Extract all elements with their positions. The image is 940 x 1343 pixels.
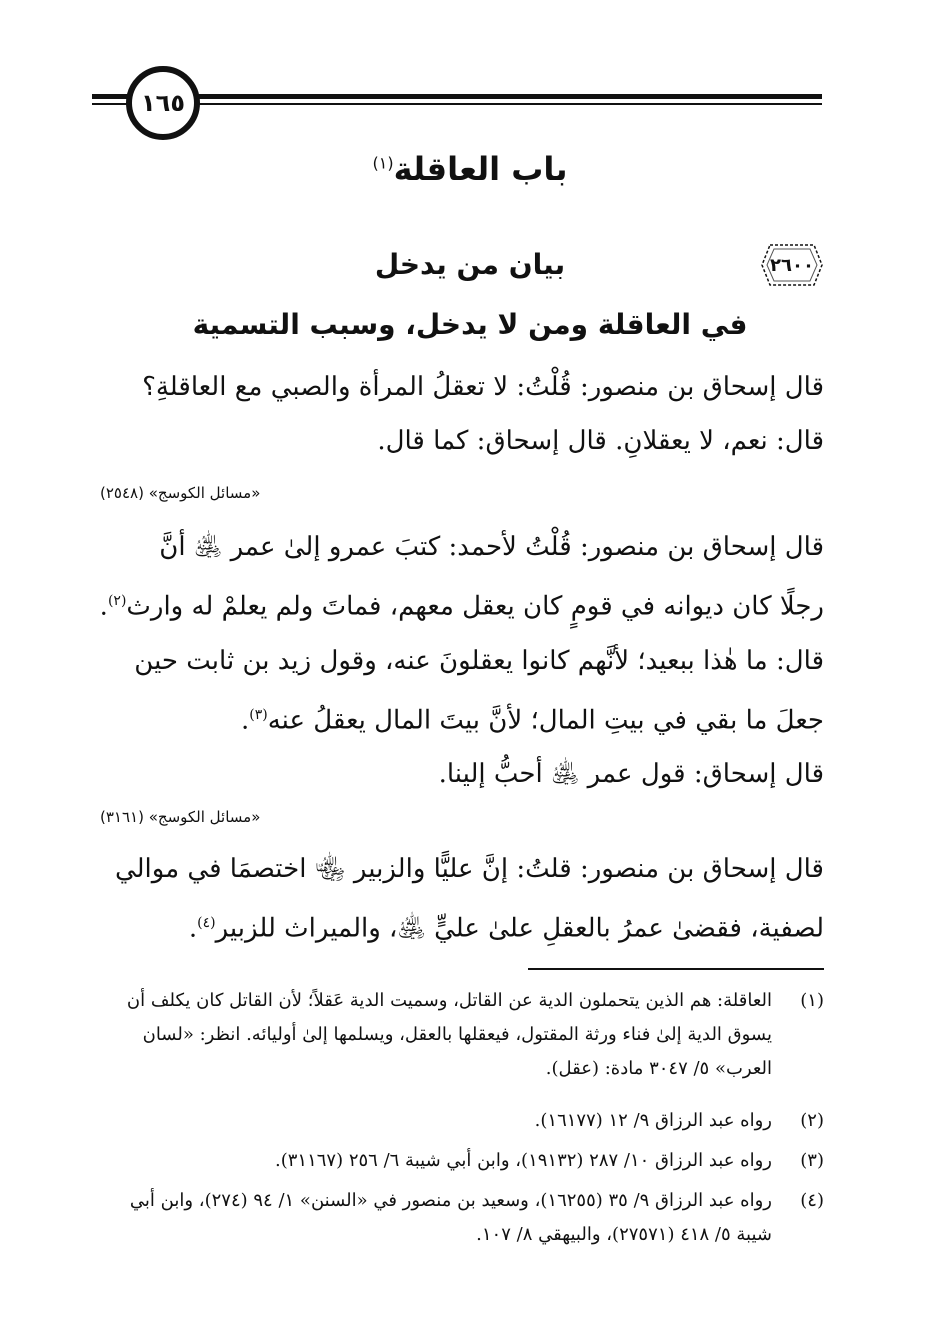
paragraph-line-text: لصفية، فقضىٰ عمرُ بالعقلِ علىٰ عليٍّ ﵁، والميراث للزبير <box>215 913 824 944</box>
header-rule-thin <box>92 103 822 105</box>
footnote-text: رواه عبد الرزاق ١٠/ ٢٨٧ (١٩١٣٢)، وابن أبي شيبة ٦/ ٢٥٦ (٣١١٦٧). <box>275 1150 772 1171</box>
paragraph-2 <box>92 520 824 801</box>
footnote-2 <box>92 1104 824 1138</box>
note-ref: (٣) <box>249 706 268 723</box>
note-ref: (٢) <box>107 593 127 609</box>
footnote-3 <box>92 1144 824 1178</box>
paragraph-line-text: رجلًا كان ديوانه في قومٍ كان يعقل معهم، فماتَ ولم يعلمْ له وارث <box>126 591 824 622</box>
footnote-number: (١) <box>800 990 824 1011</box>
footnote-text: رواه عبد الرزاق ٩/ ١٢ (١٦١٧٧). <box>534 1110 772 1131</box>
footnote-text: العاقلة: هم الذين يتحملون الدية عن القاتل، وسميت الدية عَقلاً؛ لأن القاتل كان يكلف أن يسوق الدية إلىٰ فناء ورثة المقتول، فيعقلها بالعقل، ويسلمها إلىٰ أوليائه. انظر: «لسان العرب» ٥/ ٣٠٤٧ مادة: (عقل). <box>126 990 772 1079</box>
paragraph-line: قال: نعم، لا يعقلانِ. قال إسحاق: كما قال. <box>377 426 824 456</box>
entry-title-line-1: بيان من يدخل <box>374 248 566 281</box>
entry-number: ٢٦٠٠ <box>770 254 814 276</box>
page-number: ١٦٥ <box>141 89 185 117</box>
paragraph-line: قال إسحاق بن منصور: قُلْتُ: لا تعقلُ المرأة والصبي مع العاقلةِ؟ <box>142 372 824 402</box>
entry-title-line-2: في العاقلة ومن لا يدخل، وسبب التسمية <box>192 308 748 341</box>
source-citation-1 <box>100 484 600 502</box>
footnote-number: (٣) <box>800 1150 824 1171</box>
paragraph-line: لصفية، فقضىٰ عمرُ بالعقلِ علىٰ عليٍّ ﵁، والميراث للزبير$^{(٤)}$. <box>188 913 824 944</box>
source-text: «مسائل الكوسج» (٢٥٤٨) <box>100 484 261 502</box>
footnote-4 <box>92 1184 824 1252</box>
paragraph-line: جعلَ ما بقي في بيتِ المال؛ لأنَّ بيتَ المال يعقلُ عنه$^{(٣)}$. <box>240 705 824 736</box>
paragraph-3 <box>92 842 824 956</box>
note-ref: (٤) <box>197 915 216 931</box>
source-text: «مسائل الكوسج» (٣١٦١) <box>100 808 261 826</box>
chapter-title <box>200 150 740 188</box>
paragraph-line: قال: ما هٰذا ببعيد؛ لأنَّهم كانوا يعقلونَ عنه، وقول زيد بن ثابت حين <box>134 645 824 676</box>
paragraph-line: قال إسحاق بن منصور: قلتُ: إنَّ عليًّا والزبير ﵄ اختصمَا في موالي <box>114 854 824 884</box>
footnote-number: (٢) <box>800 1110 824 1131</box>
paragraph-line: قال إسحاق بن منصور: قُلْتُ لأحمد: كتبَ عمرو إلىٰ عمر ﵁ أنَّ <box>159 532 824 562</box>
footnote-text: رواه عبد الرزاق ٩/ ٣٥ (١٦٢٥٥)، وسعيد بن منصور في «السنن» ١/ ٩٤ (٢٧٤)، وابن أبي شيبة ٥/ ٤١٨ (٢٧٥٧١)، والبيهقي ٨/ ١٠٧. <box>129 1190 772 1245</box>
paragraph-1 <box>92 360 824 468</box>
footnote-separator <box>528 968 824 970</box>
chapter-title-text: باب العاقلة <box>393 150 568 188</box>
chapter-note-ref: (١) <box>372 153 394 173</box>
paragraph-line-text: جعلَ ما بقي في بيتِ المال؛ لأنَّ بيتَ المال يعقلُ عنه <box>267 705 824 736</box>
source-citation-2 <box>100 808 600 826</box>
paragraph-line: قال إسحاق: قول عمر ﵁ أحبُّ إلينا. <box>438 759 824 790</box>
footnote-number: (٤) <box>800 1190 824 1211</box>
paragraph-line: رجلًا كان ديوانه في قومٍ كان يعقل معهم، فماتَ ولم يعلمْ له وارث$^{(٢)}$. <box>99 591 824 622</box>
page-number-circle <box>126 66 200 140</box>
header-rule-thick <box>92 94 822 99</box>
footnote-1 <box>92 984 824 1086</box>
